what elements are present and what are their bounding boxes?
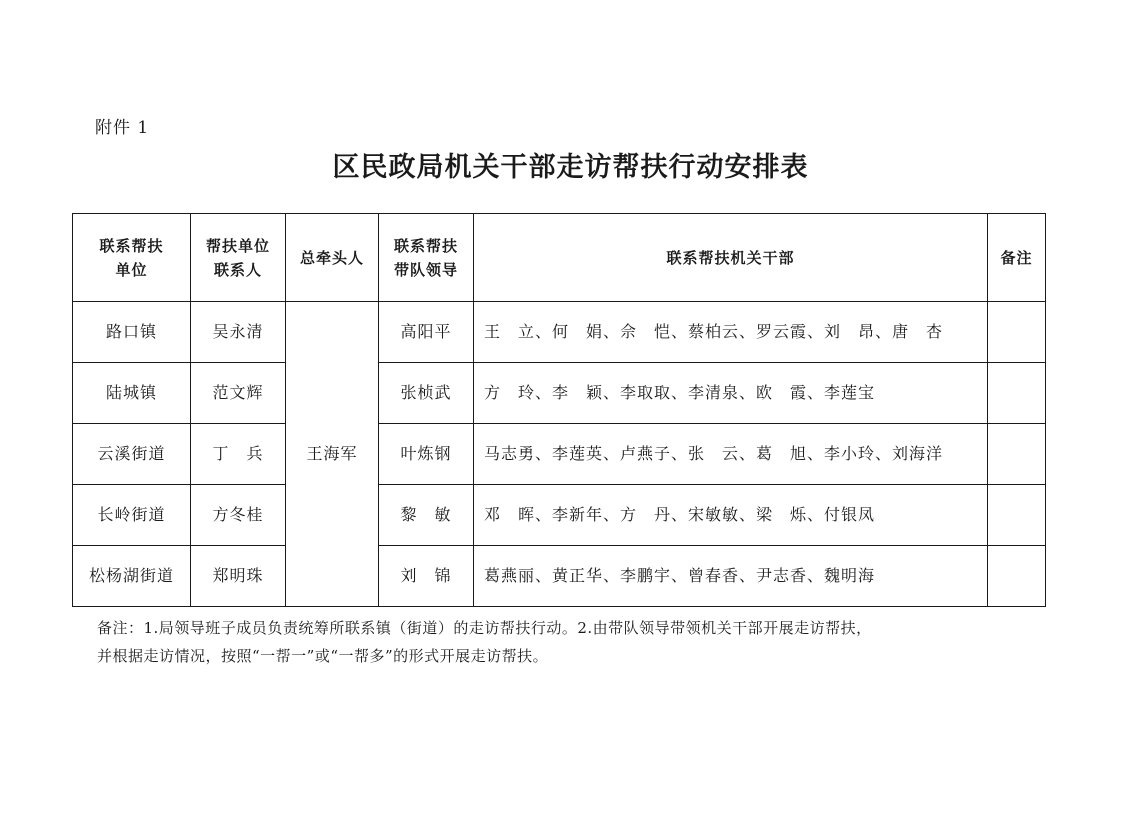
header-cadres <box>474 214 988 302</box>
cell-remark <box>988 546 1046 607</box>
header-contact-line1: 帮扶单位 <box>205 236 270 255</box>
header-contact-line2: 联系人 <box>213 260 262 279</box>
cell-remark <box>988 424 1046 485</box>
cell-contact: 范文辉 <box>191 363 286 424</box>
cell-contact: 吴永清 <box>191 302 286 363</box>
document-title-text: 区民政局机关干部走访帮扶行动安排表 <box>332 152 809 183</box>
cell-cadres: 马志勇、李莲英、卢燕子、张 云、葛 旭、李小玲、刘海洋 <box>474 424 988 485</box>
cell-cadres: 王 立、何 娟、佘 恺、蔡柏云、罗云霞、刘 昂、唐 杏 <box>474 302 988 363</box>
cell-remark <box>988 485 1046 546</box>
header-remark <box>988 214 1046 302</box>
header-unit-line2: 单位 <box>115 260 148 279</box>
header-overall-leader <box>286 214 379 302</box>
cell-cadres: 邓 晖、李新年、方 丹、宋敏敏、梁 烁、付银凤 <box>474 485 988 546</box>
table-row <box>73 363 1046 424</box>
cell-unit: 长岭街道 <box>73 485 191 546</box>
cell-unit: 路口镇 <box>73 302 191 363</box>
assignment-table <box>72 213 1046 607</box>
cell-contact: 郑明珠 <box>191 546 286 607</box>
cell-remark <box>988 363 1046 424</box>
cell-contact: 方冬桂 <box>191 485 286 546</box>
table-row <box>73 302 1046 363</box>
header-team-leader <box>379 214 474 302</box>
footnote-line2: 并根据走访情况，按照“一帮一”或“一帮多”的形式开展走访帮扶。 <box>97 647 549 665</box>
document-title <box>0 145 1121 184</box>
cell-unit: 陆城镇 <box>73 363 191 424</box>
cell-cadres: 方 玲、李 颖、李取取、李清泉、欧 霞、李莲宝 <box>474 363 988 424</box>
header-team-leader-line1: 联系帮扶 <box>393 236 458 255</box>
table-header-row <box>73 214 1046 302</box>
table-row <box>73 546 1046 607</box>
table-row <box>73 424 1046 485</box>
cell-team-leader: 刘 锦 <box>379 546 474 607</box>
header-unit-line1: 联系帮扶 <box>99 236 164 255</box>
footnote <box>97 614 1037 670</box>
cell-team-leader: 高阳平 <box>379 302 474 363</box>
cell-team-leader: 叶炼钢 <box>379 424 474 485</box>
footnote-line1: 备注：1.局领导班子成员负责统筹所联系镇（街道）的走访帮扶行动。2.由带队领导带领机关干部开展走访帮扶， <box>97 619 872 637</box>
cell-contact: 丁 兵 <box>191 424 286 485</box>
table-row <box>73 485 1046 546</box>
header-unit <box>73 214 191 302</box>
header-team-leader-line2: 带队领导 <box>393 260 458 279</box>
header-contact <box>191 214 286 302</box>
cell-cadres: 葛燕丽、黄正华、李鹏宇、曾春香、尹志香、魏明海 <box>474 546 988 607</box>
header-overall-leader-line1: 总牵头人 <box>299 248 364 267</box>
cell-remark <box>988 302 1046 363</box>
cell-unit: 云溪街道 <box>73 424 191 485</box>
cell-team-leader: 黎 敏 <box>379 485 474 546</box>
cell-team-leader: 张桢武 <box>379 363 474 424</box>
header-remark-line1: 备注 <box>1000 248 1033 267</box>
header-cadres-line1: 联系帮扶机关干部 <box>666 248 795 267</box>
attachment-label: 附件 1 <box>95 118 150 138</box>
cell-overall-leader: 王海军 <box>286 302 379 607</box>
cell-unit: 松杨湖街道 <box>73 546 191 607</box>
